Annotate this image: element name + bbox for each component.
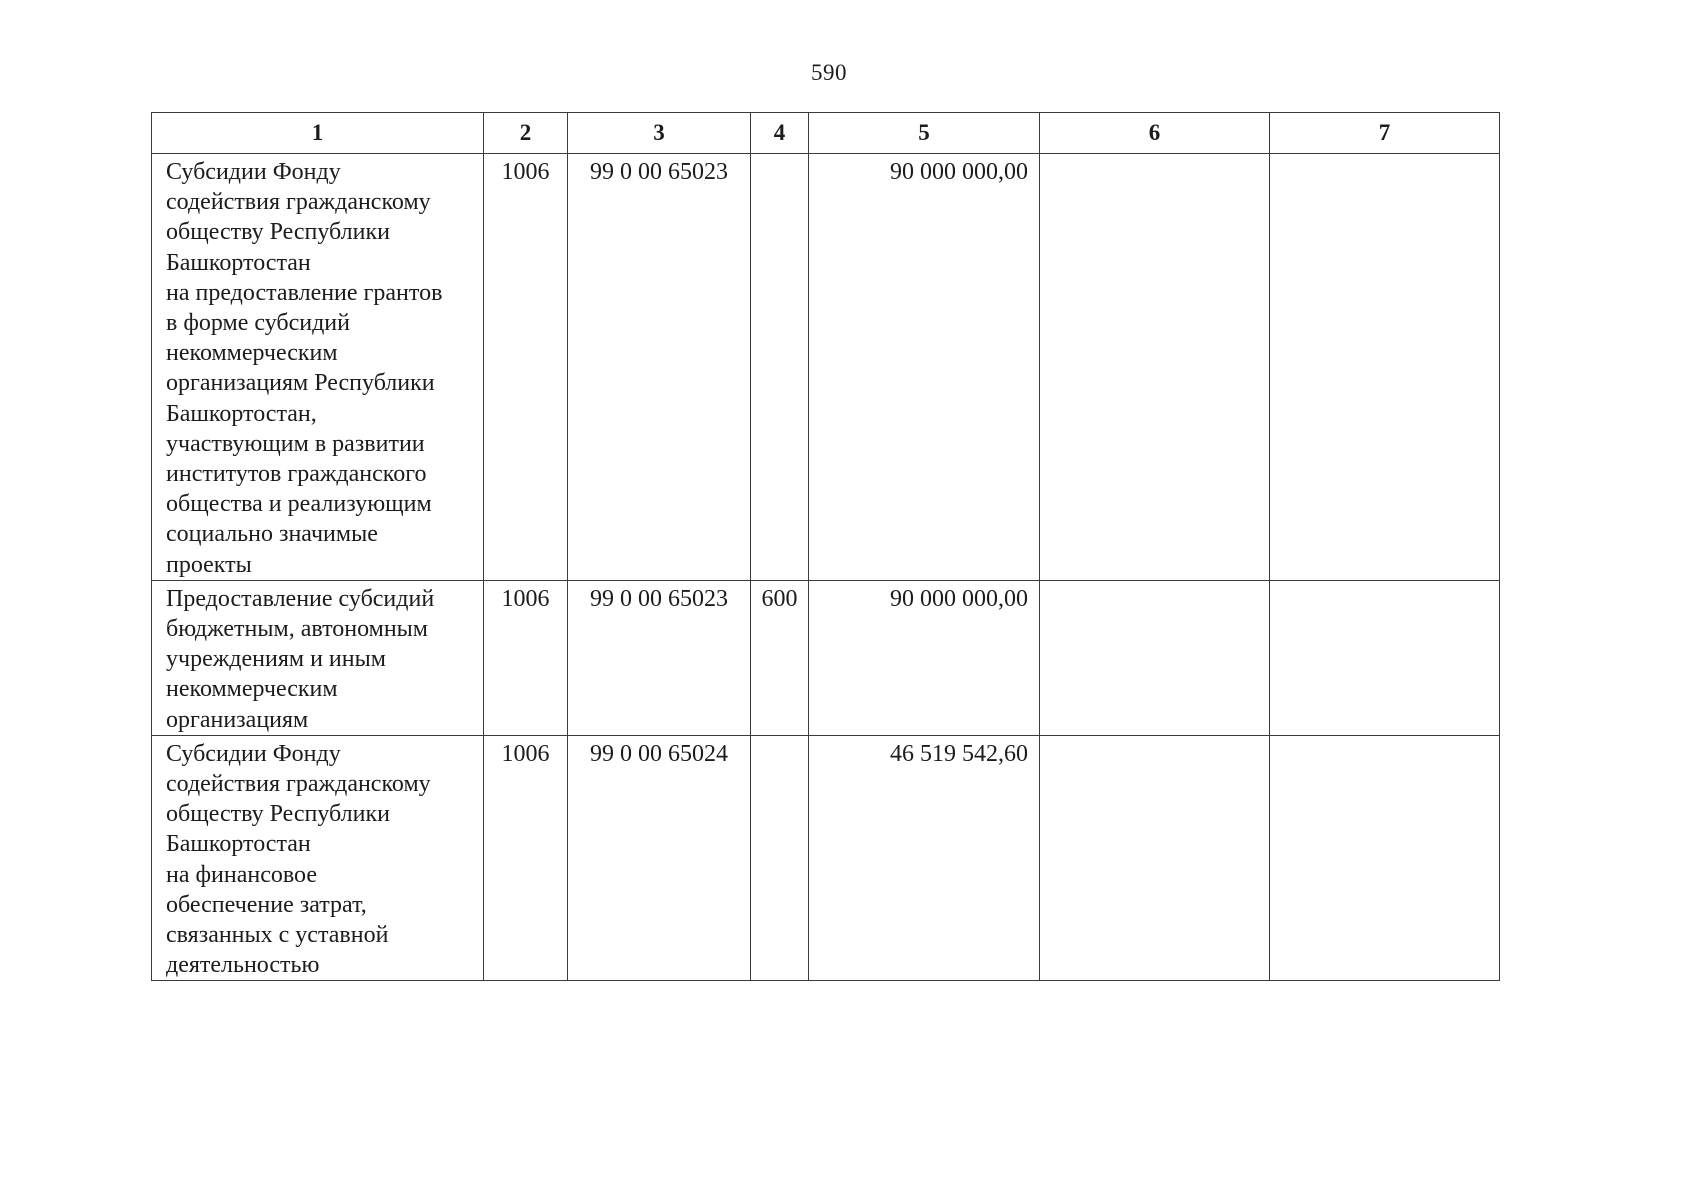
budget-table bbox=[151, 112, 1500, 981]
column-header-6: 6 bbox=[1040, 113, 1270, 154]
column-header-7: 7 bbox=[1270, 113, 1500, 154]
row-target-item: 99 0 00 65023 bbox=[568, 154, 751, 581]
column-header-1: 1 bbox=[152, 113, 484, 154]
table-row bbox=[152, 735, 1500, 981]
row-expense-type bbox=[751, 735, 809, 981]
column-header-4: 4 bbox=[751, 113, 809, 154]
row-col7 bbox=[1270, 154, 1500, 581]
table-header-row bbox=[152, 113, 1500, 154]
row-name: Субсидии Фонду содействия гражданскому обществу Республики Башкортостан на финансовое обеспечение затрат, связанных с уставной деятельностью bbox=[152, 735, 484, 981]
row-expense-type bbox=[751, 154, 809, 581]
row-section-code: 1006 bbox=[484, 154, 568, 581]
row-col6 bbox=[1040, 580, 1270, 735]
row-name: Предоставление субсидий бюджетным, автономным учреждениям и иным некоммерческим организациям bbox=[152, 580, 484, 735]
row-col7 bbox=[1270, 735, 1500, 981]
row-expense-type: 600 bbox=[751, 580, 809, 735]
row-section-code: 1006 bbox=[484, 580, 568, 735]
row-target-item: 99 0 00 65024 bbox=[568, 735, 751, 981]
column-header-5: 5 bbox=[809, 113, 1040, 154]
row-target-item: 99 0 00 65023 bbox=[568, 580, 751, 735]
row-col6 bbox=[1040, 735, 1270, 981]
row-name: Субсидии Фонду содействия гражданскому обществу Республики Башкортостан на предоставление грантов в форме субсидий некоммерческим организациям Республики Башкортостан, участвующим в развитии институтов гражданского общества и реализующим социально значимые проекты bbox=[152, 154, 484, 581]
row-amount: 90 000 000,00 bbox=[809, 154, 1040, 581]
column-header-2: 2 bbox=[484, 113, 568, 154]
row-amount: 46 519 542,60 bbox=[809, 735, 1040, 981]
row-col6 bbox=[1040, 154, 1270, 581]
column-header-3: 3 bbox=[568, 113, 751, 154]
row-section-code: 1006 bbox=[484, 735, 568, 981]
row-col7 bbox=[1270, 580, 1500, 735]
table-row bbox=[152, 580, 1500, 735]
page-number: 590 bbox=[811, 60, 847, 85]
row-amount: 90 000 000,00 bbox=[809, 580, 1040, 735]
table-row bbox=[152, 154, 1500, 581]
